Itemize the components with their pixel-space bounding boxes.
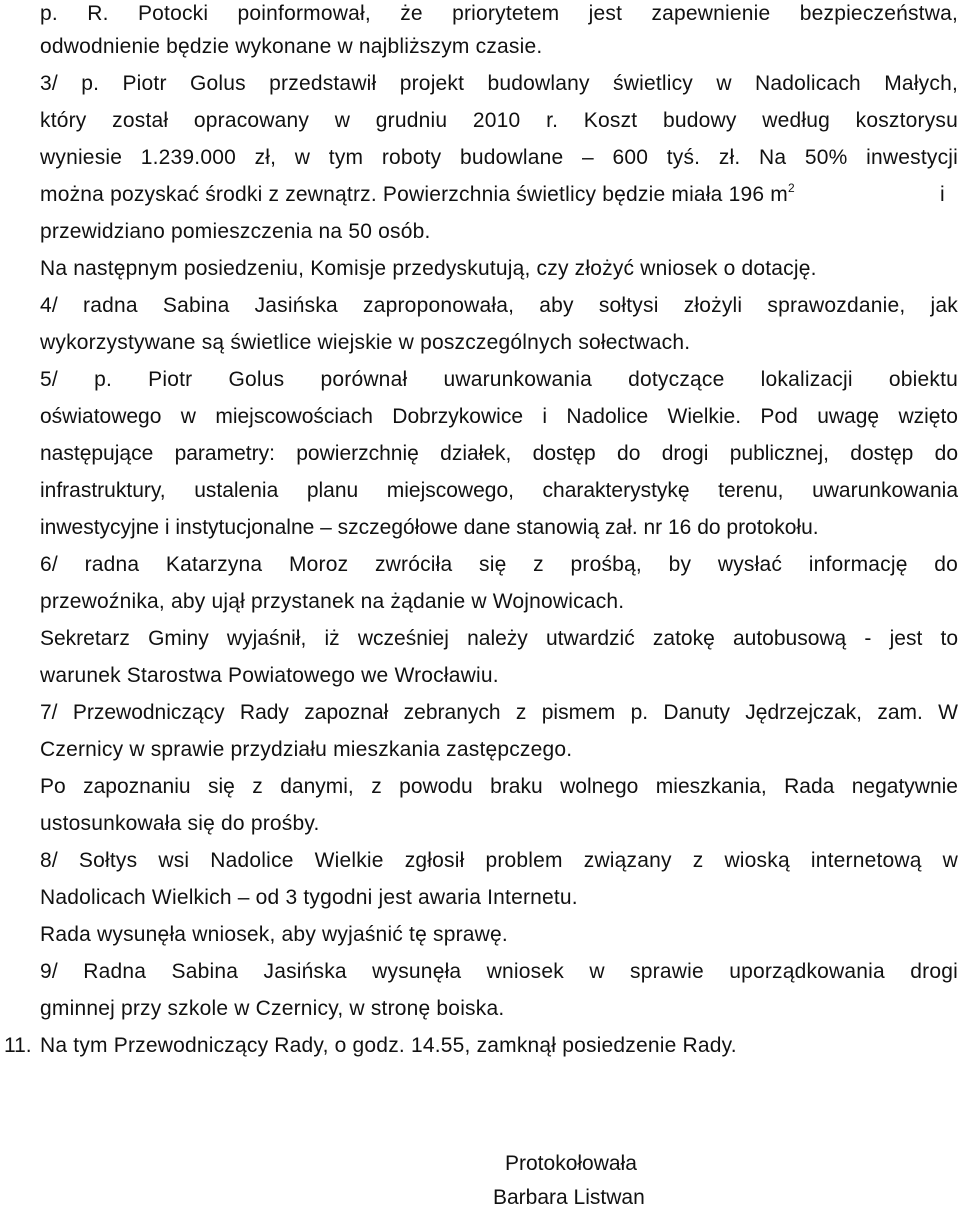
paragraph-line: 4/ radna Sabina Jasińska zaproponowała, aby sołtysi złożyli sprawozdanie, jak (40, 294, 958, 317)
paragraph-line: odwodnienie będzie wykonane w najbliższym czasie. (40, 35, 543, 58)
paragraph-line: przewoźnika, aby ujął przystanek na żądanie w Wojnowicach. (40, 590, 625, 613)
paragraph-line: oświatowego w miejscowościach Dobrzykowice i Nadolice Wielkie. Pod uwagę wzięto (40, 405, 958, 428)
paragraph-line: Na następnym posiedzeniu, Komisje przedyskutują, czy złożyć wniosek o dotację. (40, 257, 817, 280)
signature-name: Barbara Listwan (493, 1186, 645, 1209)
paragraph-line: który został opracowany w grudniu 2010 r. Koszt budowy według kosztorysu (40, 109, 958, 132)
paragraph-line: przewidziano pomieszczenia na 50 osób. (40, 220, 431, 243)
paragraph-line: p. R. Potocki poinformował, że priorytetem jest zapewnienie bezpieczeństwa, (40, 2, 958, 25)
paragraph-line: wyniesie 1.239.000 zł, w tym roboty budowlane – 600 tyś. zł. Na 50% inwestycji (40, 146, 958, 169)
paragraph-line: następujące parametry: powierzchnię działek, dostęp do drogi publicznej, dostęp do (40, 442, 958, 465)
item-11-text: Na tym Przewodniczący Rady, o godz. 14.55, zamknął posiedzenie Rady. (40, 1034, 737, 1057)
paragraph-line: 6/ radna Katarzyna Moroz zwróciła się z prośbą, by wysłać informację do (40, 553, 958, 576)
paragraph-line: infrastruktury, ustalenia planu miejscowego, charakterystykę terenu, uwarunkowania (40, 479, 958, 502)
paragraph-line: 7/ Przewodniczący Rady zapoznał zebranych z pismem p. Danuty Jędrzejczak, zam. W (40, 701, 958, 724)
paragraph-line: Sekretarz Gminy wyjaśnił, iż wcześniej należy utwardzić zatokę autobusową - jest to (40, 627, 958, 650)
paragraph-line: Czernicy w sprawie przydziału mieszkania zastępczego. (40, 738, 573, 761)
paragraph-line: 8/ Sołtys wsi Nadolice Wielkie zgłosił problem związany z wioską internetową w (40, 849, 958, 872)
signature-role: Protokołowała (505, 1152, 637, 1175)
area-superscript: 2 (787, 181, 795, 195)
paragraph-line: Po zapoznaniu się z danymi, z powodu braku wolnego mieszkania, Rada negatywnie (40, 775, 958, 798)
paragraph-line: warunek Starostwa Powiatowego we Wrocławiu. (40, 664, 499, 687)
paragraph-line: inwestycyjne i instytucjonalne – szczegółowe dane stanowią zał. nr 16 do protokołu. (40, 516, 819, 539)
paragraph-line: 9/ Radna Sabina Jasińska wysunęła wniosek w sprawie uporządkowania drogi (40, 960, 958, 983)
paragraph-line: gminnej przy szkole w Czernicy, w stronę boiska. (40, 997, 505, 1020)
paragraph-line: Nadolicach Wielkich – od 3 tygodni jest awaria Internetu. (40, 886, 578, 909)
paragraph-line: Rada wysunęła wniosek, aby wyjaśnić tę sprawę. (40, 923, 508, 946)
paragraph-line: 3/ p. Piotr Golus przedstawił projekt budowlany świetlicy w Nadolicach Małych, (40, 72, 958, 95)
paragraph-line (40, 181, 920, 209)
paragraph-line: ustosunkowała się do prośby. (40, 812, 320, 835)
area-line-tail: i (940, 183, 945, 206)
item-11-number: 11. (4, 1034, 32, 1057)
paragraph-line: 5/ p. Piotr Golus porównał uwarunkowania dotyczące lokalizacji obiektu (40, 368, 958, 391)
paragraph-line: wykorzystywane są świetlice wiejskie w poszczególnych sołectwach. (40, 331, 691, 354)
area-line-text: można pozyskać środki z zewnątrz. Powierzchnia świetlicy będzie miała 196 m (40, 183, 788, 206)
